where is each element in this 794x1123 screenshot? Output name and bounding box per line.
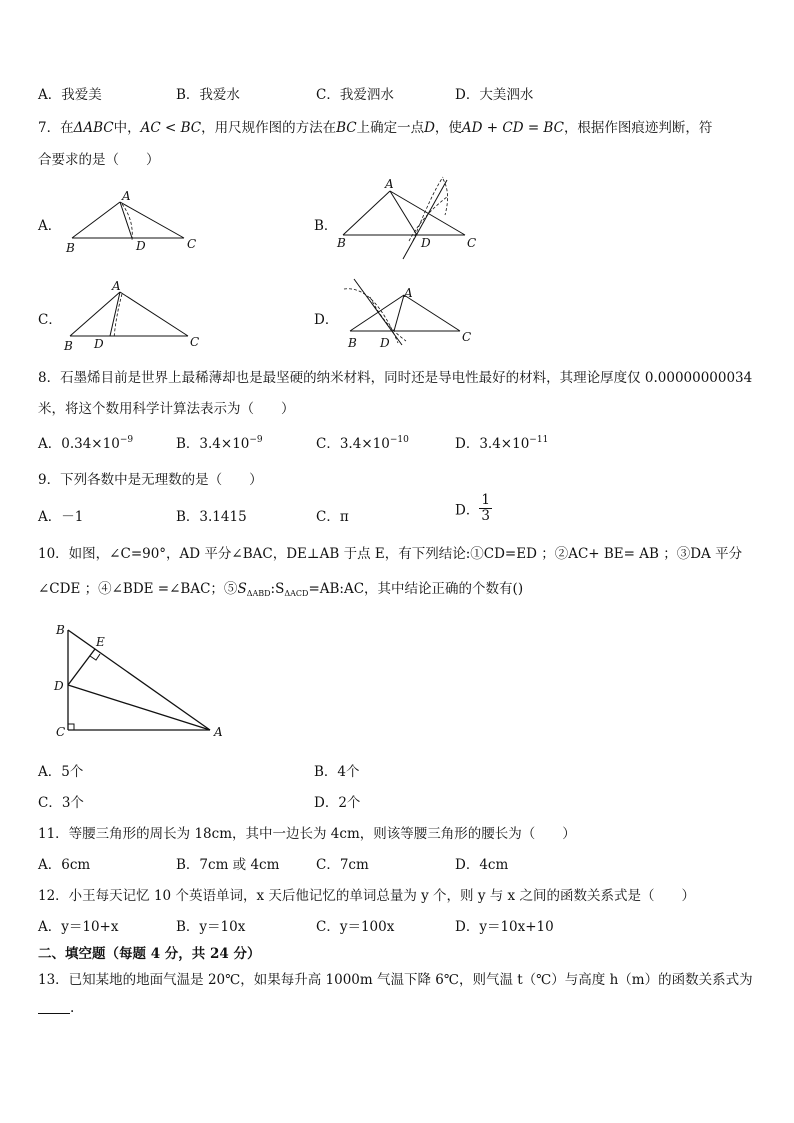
q7d-label-c: C: [462, 330, 472, 344]
q6-option-c: C．我爱泗水: [316, 87, 394, 103]
q12-question: 12．小王每天记忆 10 个英语单词，x 天后他记忆的单词总量为 y 个，则 y 与 x 之间的函数关系式是（ ）: [38, 888, 695, 904]
q12-option-d: D．y＝10x+10: [455, 919, 554, 935]
q9-option-c: C．π: [316, 509, 349, 525]
q7-option-c-label: C．: [38, 312, 62, 328]
q13-question: 13．已知某地的地面气温是 20℃，如果每升高 1000m 气温下降 6℃，则气温 t（℃）与高度 h（m）的函数关系式为: [38, 972, 753, 988]
q7-figure-a: [60, 190, 200, 260]
q11-option-b: B．7cm 或 4cm: [176, 857, 280, 873]
q6-option-a: A．我爱美: [38, 87, 102, 103]
q7-figure-b: [335, 175, 485, 260]
q10-option-b: B．4个: [314, 764, 360, 780]
q10-label-e: E: [96, 635, 105, 649]
q7b-label-b: B: [337, 236, 346, 250]
q11-option-d: D．4cm: [455, 857, 509, 873]
q7b-label-c: C: [467, 236, 477, 250]
q7a-label-c: C: [187, 237, 197, 251]
q7d-label-a: A: [404, 286, 413, 300]
section-heading: 二、填空题（每题 4 分，共 24 分）: [38, 946, 261, 962]
q8-option-d: D．$3.4\times 10^{-11}$: [455, 435, 549, 452]
q7c-label-a: A: [112, 279, 121, 293]
q7a-label-b: B: [66, 241, 75, 255]
q10-option-d: D．2个: [314, 795, 361, 811]
q13-answer-blank: .: [38, 1000, 74, 1016]
q7a-label-a: A: [122, 189, 131, 203]
q9-fraction: $\frac{1}{3}$: [481, 492, 490, 524]
q10-label-d: D: [54, 679, 64, 693]
q12-option-c: C．y＝100x: [316, 919, 395, 935]
q7c-label-b: B: [64, 339, 73, 353]
q9-option-a: A．－1: [38, 509, 84, 525]
q11-question: 11．等腰三角形的周长为 18cm，其中一边长为 4cm，则该等腰三角形的腰长为（ ）: [38, 826, 576, 842]
q8-question-line2: 米，将这个数用科学计算法表示为（ ）: [38, 401, 295, 417]
q10-question-line2: ∠CDE ；④∠BDE =∠BAC；$⑤S_{\Delta ABD}:S_{\Delta ACD}=AB:AC$，其中结论正确的个数有(): [38, 581, 524, 598]
answer-blank[interactable]: [38, 1001, 70, 1014]
q11-option-c: C．7cm: [316, 857, 369, 873]
q6-option-d: D．大美泗水: [455, 87, 534, 103]
q7b-label-a: A: [385, 177, 394, 191]
q7a-label-d: D: [136, 239, 146, 253]
q10-option-c: C．3个: [38, 795, 84, 811]
q7-figure-d: [340, 275, 480, 355]
q7c-label-c: C: [190, 335, 200, 349]
q9-option-b: B．3.1415: [176, 509, 247, 525]
q11-option-a: A．6cm: [38, 857, 91, 873]
q8-question: 8．石墨烯目前是世界上最稀薄却也是最坚硬的纳米材料，同时还是导电性最好的材料，其理论厚度仅 0.00000000034: [38, 370, 753, 386]
q7c-label-d: D: [94, 337, 104, 351]
q10-label-c: C: [56, 725, 66, 739]
q7-option-a-label: A．: [38, 218, 62, 234]
q7-figure-c: [60, 279, 210, 353]
q10-question: 10．如图，∠C=90°，AD 平分∠BAC，DE⊥AB 于点 E，有下列结论:①CD=ED ；②AC+ BE= AB ；③DA 平分: [38, 546, 743, 562]
q8-option-c: C．$3.4\times 10^{-10}$: [316, 435, 409, 452]
q7-option-b-label: B．: [314, 218, 338, 234]
q7-question: 7．在ΔABC中，AC < BC，用尺规作图的方法在BC上确定一点D，使AD + CD = BC，根据作图痕迹判断，符: [38, 120, 713, 136]
q12-option-a: A．y＝10+x: [38, 919, 119, 935]
q8-option-b: B．$3.4\times 10^{-9}$: [176, 435, 263, 452]
q10-option-a: A．5个: [38, 764, 84, 780]
q7d-label-b: B: [348, 336, 357, 350]
q9-question: 9．下列各数中是无理数的是（ ）: [38, 472, 263, 488]
q7b-label-d: D: [421, 236, 431, 250]
q7d-label-d: D: [380, 336, 390, 350]
q10-label-a: A: [214, 725, 223, 739]
q6-option-b: B．我爱水: [176, 87, 240, 103]
q12-option-b: B．y＝10x: [176, 919, 246, 935]
q7-question-line2: 合要求的是（ ）: [38, 152, 160, 168]
q10-label-b: B: [56, 623, 65, 637]
q8-option-a: A．$0.34\times 10^{-9}$: [38, 435, 134, 452]
q9-option-d: D． $\frac{1}{3}$: [455, 492, 490, 524]
q7-option-d-label: D．: [314, 312, 339, 328]
q10-figure: [50, 620, 240, 745]
